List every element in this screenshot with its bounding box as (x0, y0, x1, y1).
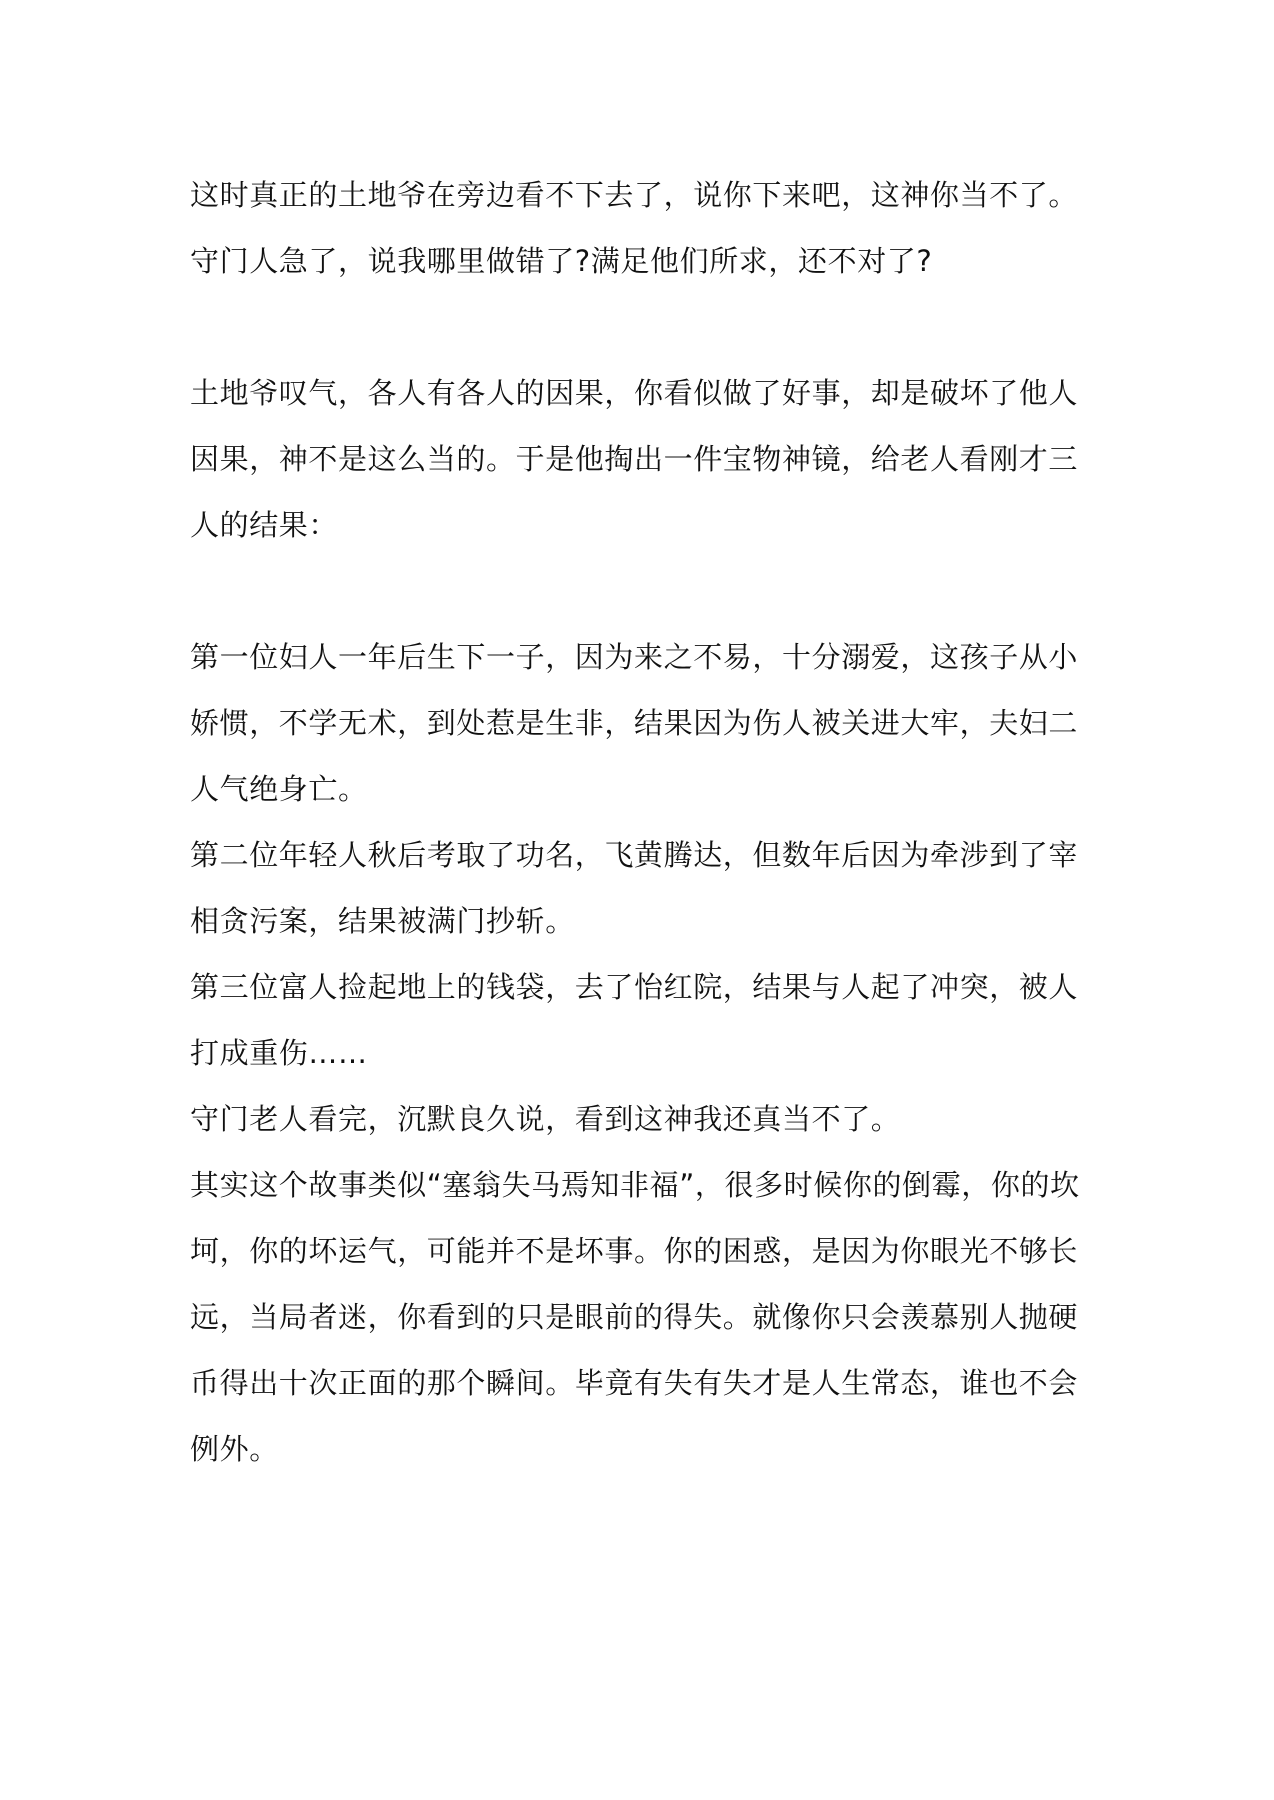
paragraph-gap (190, 558, 1090, 624)
paragraph-3: 第一位妇人一年后生下一子，因为来之不易，十分溺爱，这孩子从小娇惯，不学无术，到处惹是生非，结果因为伤人被关进大牢，夫妇二人气绝身亡。 (190, 640, 1079, 806)
paragraph-6: 守门老人看完，沉默良久说，看到这神我还真当不了。 (190, 1102, 901, 1136)
paragraph-7: 其实这个故事类似“塞翁失马焉知非福”，很多时候你的倒霉，你的坎坷，你的坏运气，可能并不是坏事。你的困惑，是因为你眼光不够长远，当局者迷，你看到的只是眼前的得失。就像你只会羡慕别人抛硬币得出十次正面的那个瞬间。毕竟有失有失才是人生常态，谁也不会例外。 (190, 1168, 1080, 1466)
paragraph-5: 第三位富人捡起地上的钱袋，去了怡红院，结果与人起了冲突，被人打成重伤…… (190, 970, 1079, 1070)
document-body (190, 162, 1090, 1482)
paragraph-2: 土地爷叹气，各人有各人的因果，你看似做了好事，却是破坏了他人因果，神不是这么当的。于是他掏出一件宝物神镜，给老人看刚才三人的结果： (190, 376, 1079, 542)
paragraph-1: 这时真正的土地爷在旁边看不下去了，说你下来吧，这神你当不了。守门人急了，说我哪里做错了?满足他们所求，还不对了? (190, 178, 1079, 278)
paragraph-gap (190, 294, 1090, 360)
paragraph-4: 第二位年轻人秋后考取了功名，飞黄腾达，但数年后因为牵涉到了宰相贪污案，结果被满门抄斩。 (190, 838, 1079, 938)
